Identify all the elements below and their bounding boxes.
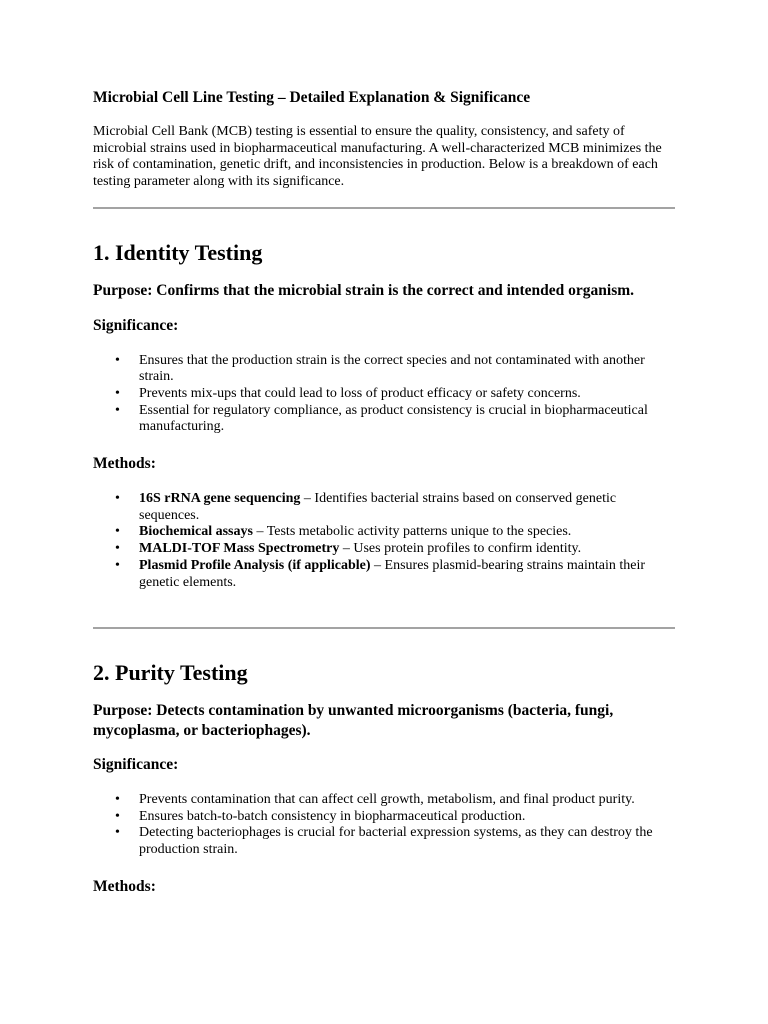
horizontal-rule: [93, 627, 675, 629]
bullet-icon: •: [115, 808, 120, 824]
significance-heading: Significance:: [93, 316, 179, 334]
purpose-statement: Purpose: Confirms that the microbial strain is the correct and intended organism.: [93, 282, 635, 299]
bullet-icon: •: [115, 352, 120, 368]
bullet-icon: •: [115, 524, 120, 540]
horizontal-rule: [93, 207, 675, 209]
method-description: – Tests metabolic activity patterns unique to the species.: [252, 524, 572, 540]
list-item: [115, 385, 675, 403]
list-item-text: Ensures batch-to-batch consistency in biopharmaceutical production.: [139, 808, 526, 824]
methods-list: [93, 491, 675, 591]
list-item: [115, 491, 675, 524]
method-description: – Identifies bacterial strains based on conserved genetic sequences.: [139, 491, 617, 523]
list-item-text: Prevents mix-ups that could lead to loss of product efficacy or safety concerns.: [139, 385, 581, 401]
bullet-icon: •: [115, 385, 120, 401]
methods-heading: Methods:: [93, 877, 156, 895]
list-item: [115, 808, 675, 826]
bullet-icon: •: [115, 491, 120, 507]
method-term: MALDI-TOF Mass Spectrometry: [139, 541, 340, 557]
list-item: [115, 402, 675, 436]
intro-paragraph: Microbial Cell Bank (MCB) testing is essential to ensure the quality, consistency, and safety of microbial strains used in biopharmaceutical manufacturing. A well-characterized MCB minimizes the risk of contamination, genetic drift, and inconsistencies in production. Below is a breakdown of each testing parameter along with its significance.: [93, 124, 662, 190]
method-description: – Ensures plasmid-bearing strains maintain their genetic elements.: [139, 557, 646, 590]
list-item: [115, 524, 675, 541]
document-title: Microbial Cell Line Testing – Detailed Explanation & Significance: [93, 89, 531, 106]
purpose-statement: Purpose: Detects contamination by unwanted microorganisms (bacteria, fungi, mycoplasma, or bacteriophages).: [93, 702, 614, 739]
method-term: Plasmid Profile Analysis (if applicable): [139, 557, 371, 573]
list-item: [115, 541, 675, 558]
list-item-text: Prevents contamination that can affect cell growth, metabolism, and final product purity.: [139, 792, 635, 807]
method-term: 16S rRNA gene sequencing: [139, 491, 301, 507]
list-item-text: Detecting bacteriophages is crucial for bacterial expression systems, as they can destroy the production strain.: [139, 825, 653, 858]
list-item: [115, 352, 675, 386]
method-term: Biochemical assays: [139, 524, 253, 540]
significance-heading: Significance:: [93, 756, 179, 773]
section-purity-testing: [93, 659, 675, 897]
section-heading: 2. Purity Testing: [93, 660, 248, 685]
bullet-icon: •: [115, 825, 120, 841]
section-heading: 1. Identity Testing: [93, 240, 263, 265]
bullet-icon: •: [115, 792, 120, 807]
list-item: [115, 792, 675, 809]
bullet-icon: •: [115, 541, 120, 557]
list-item: [115, 825, 675, 858]
significance-list: [93, 353, 675, 437]
method-description: – Uses protein profiles to confirm identity.: [339, 541, 582, 557]
bullet-icon: •: [115, 402, 120, 418]
bullet-icon: •: [115, 557, 120, 573]
section-identity-testing: [93, 239, 675, 591]
list-item-text: Essential for regulatory compliance, as product consistency is crucial in biopharmaceutical manufacturing.: [139, 402, 648, 435]
list-item-text: Ensures that the production strain is the correct species and not contaminated with another strain.: [139, 352, 645, 385]
methods-heading: Methods:: [93, 455, 156, 473]
list-item: [115, 557, 675, 591]
significance-list: [93, 792, 675, 859]
